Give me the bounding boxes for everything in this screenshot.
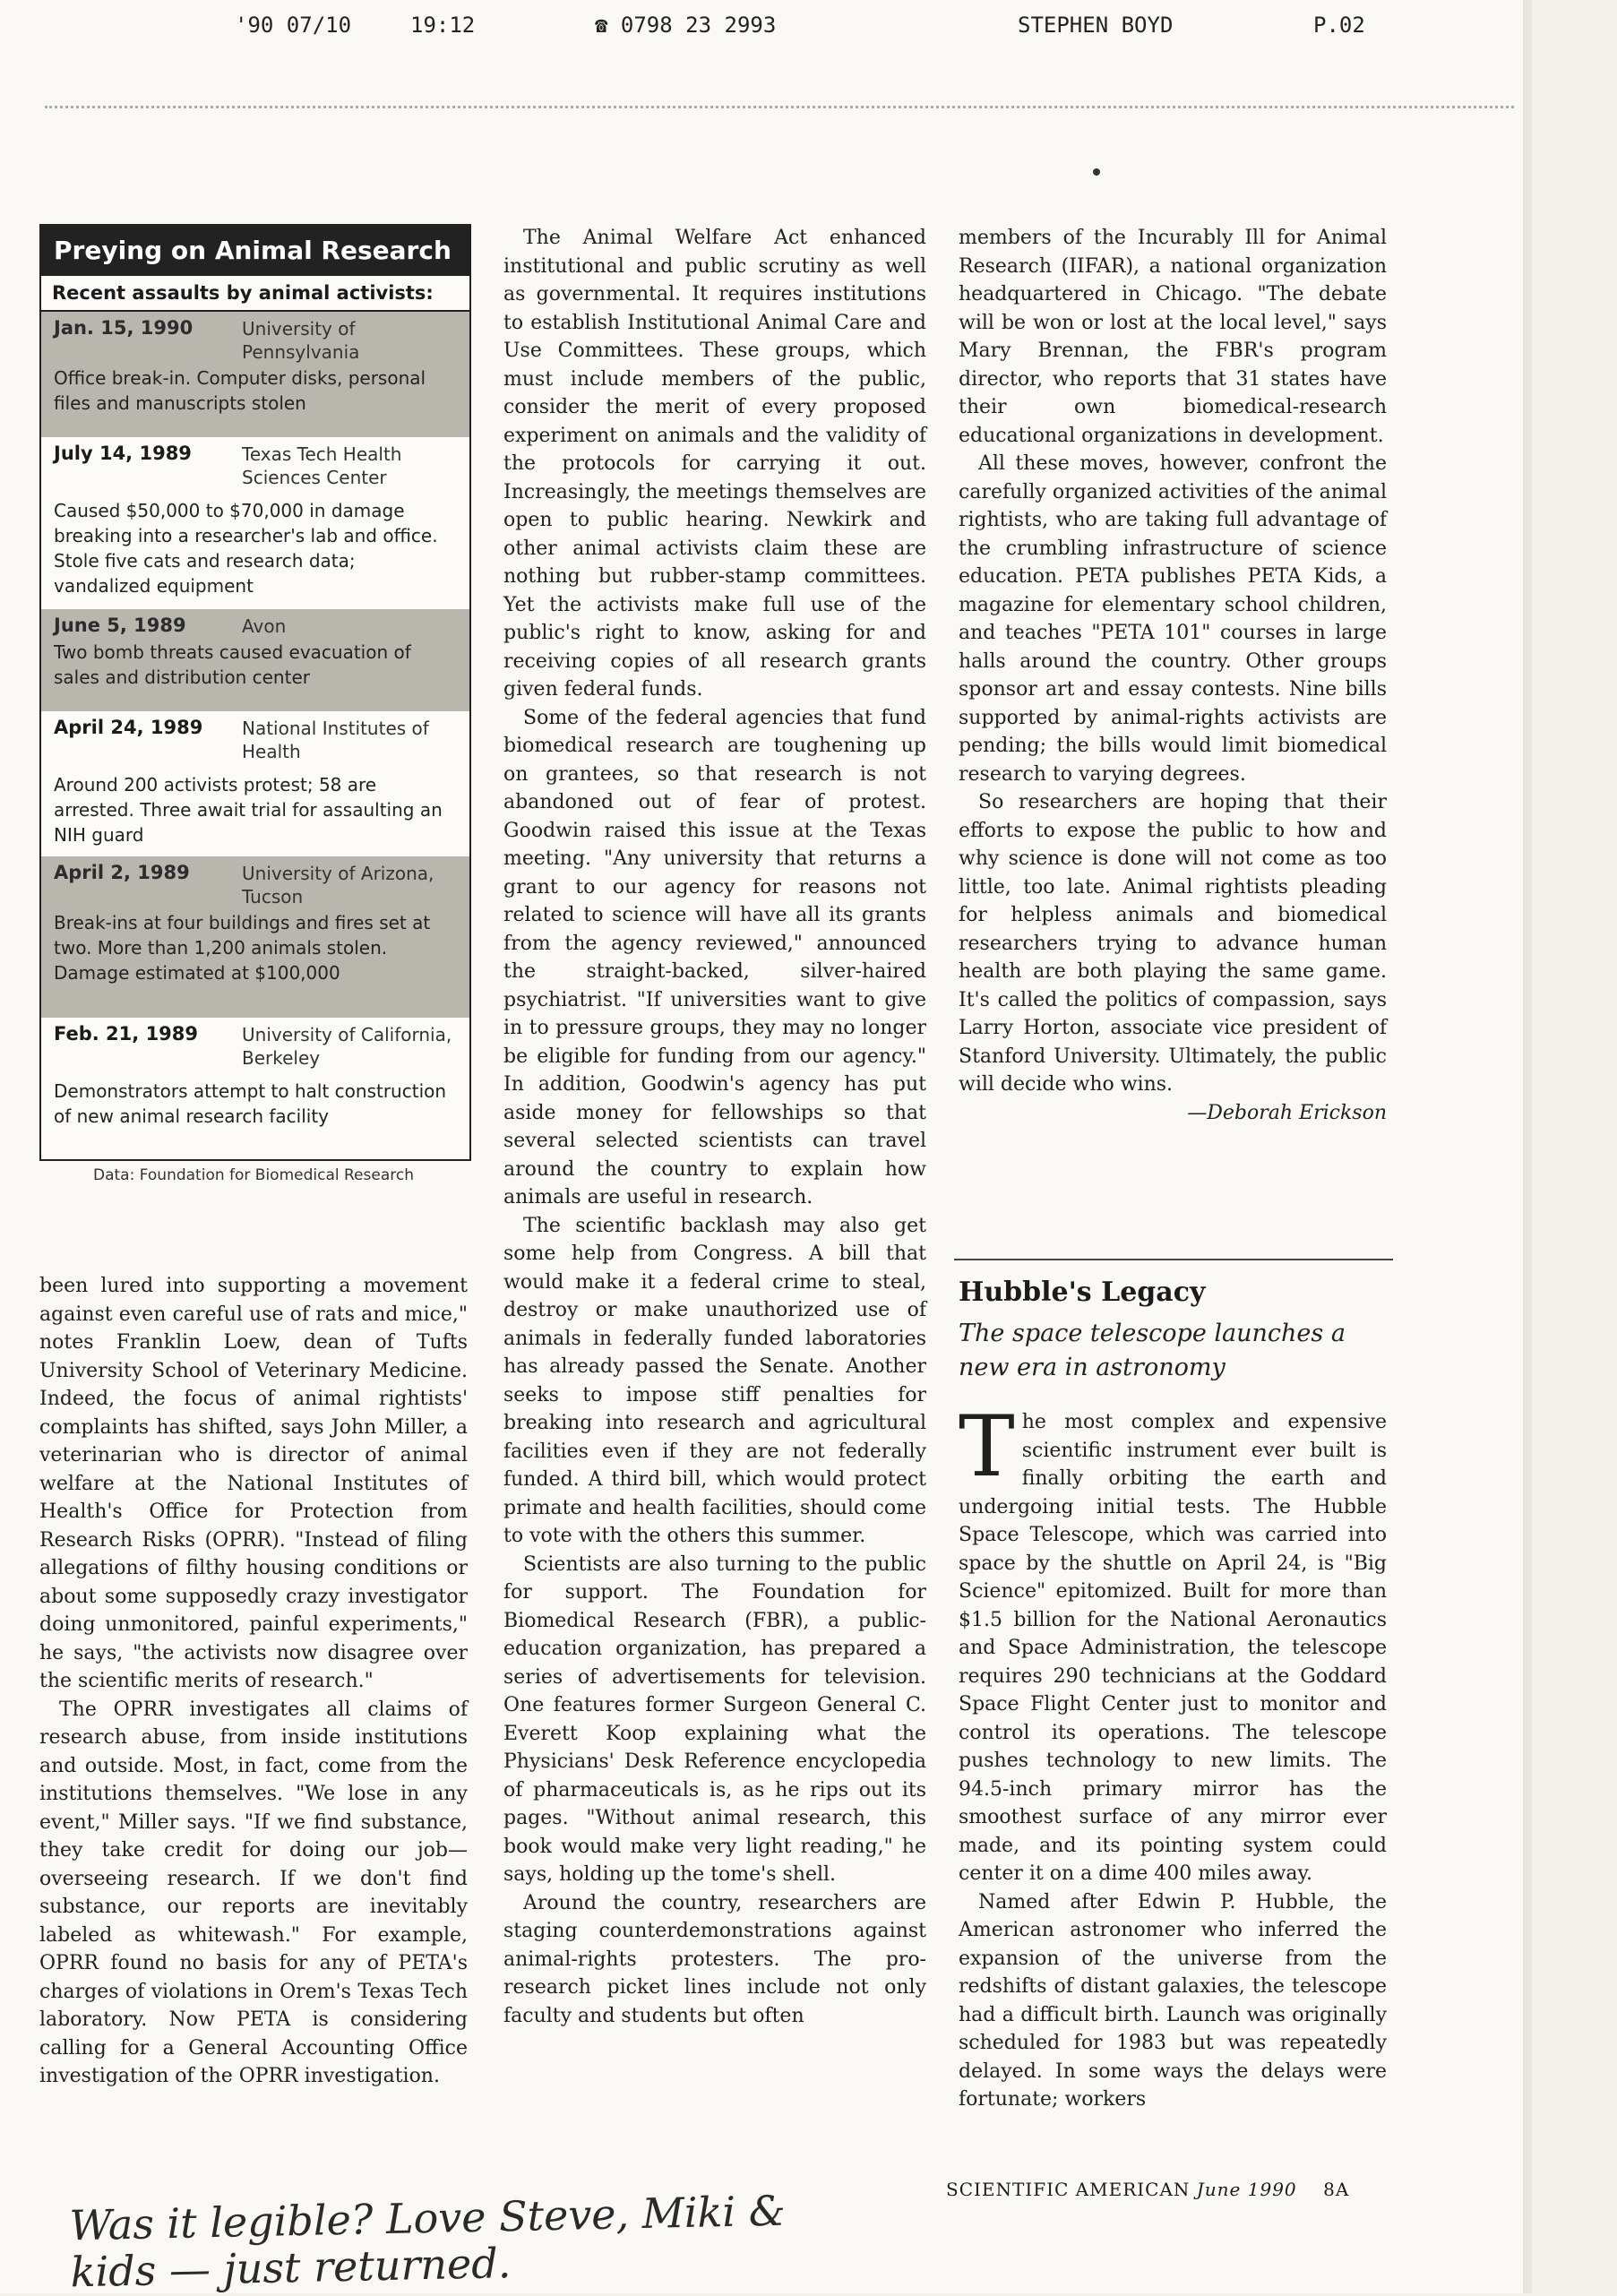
issue-date: June 1990 [1196, 2179, 1297, 2200]
paragraph-text: he most complex and expensive scientific instrument ever built is finally orbiting the earth and undergoing initial tests. The Hubble Space Telescope, which was carried into space by the shuttle on April 24, is "Big Science" epitomized. Built for more than $1.5 billion for the National Aeronautics and Space Administration, the telescope requires 290 technicians at the Goddard Space Flight Center just to monitor and control its operations. The telescope pushes technology to new limits. The 94.5-inch primary mirror has the smoothest surface of any mirror ever made, and its pointing system could center it on a dime 400 miles away. [959, 1411, 1387, 1885]
entry-description: Demonstrators attempt to halt construction of new animal research facility [54, 1080, 447, 1127]
entry-date: June 5, 1989 [54, 615, 186, 636]
entry-description: Caused $50,000 to $70,000 in damage breaking into a researcher's lab and office. Stole five cats and research data; vandalized equipment [54, 500, 438, 597]
sidebar-entry [41, 437, 469, 609]
paragraph [959, 1398, 1387, 1888]
drop-cap: T [959, 1398, 1015, 1496]
page-number: 8A [1323, 2179, 1350, 2200]
paragraph: members of the Incurably Ill for Animal Research (IIFAR), a national organization headquartered in Chicago. "The debate will be won or lost at the local level," says Mary Brennan, the FBR's program director, who reports that 31 states have their own biomedical-research educational organizations in development. [959, 227, 1387, 447]
entry-description: Office break-in. Computer disks, personal files and manuscripts stolen [54, 367, 426, 414]
entry-description: Around 200 activists protest; 58 are arrested. Three await trial for assaulting an NIH guard [54, 774, 443, 846]
entry-date: Jan. 15, 1990 [54, 317, 194, 339]
entry-place: University of California, Berkeley [242, 1024, 452, 1069]
entry-place: National Institutes of Health [242, 718, 429, 762]
entry-place: University of Arizona, Tucson [242, 863, 434, 907]
sidebar-title: Preying on Animal Research [41, 226, 469, 276]
sidebar-source: Data: Foundation for Biomedical Research [93, 1166, 414, 1184]
handwritten-line: kids — just returned. [70, 2239, 512, 2296]
paragraph: Scientists are also turning to the public for support. The Foundation for Biomedical Research (FBR), a public-education organization, has prepared a series of advertisements for television. One features former Surgeon General C. Everett Koop explaining what the Physicians' Desk Reference encyclopedia of pharmaceuticals is, as he rips out its pages. "Without animal research, this book would make very light reading," he says, holding up the tome's shell. [503, 1552, 926, 1886]
sidebar-box [39, 224, 471, 1161]
entry-place: Avon [242, 615, 287, 637]
article-column-1 [39, 1272, 468, 2091]
sidebar-entry [41, 1018, 469, 1136]
sidebar-entry [41, 711, 469, 856]
sidebar-entry [41, 856, 469, 1018]
paragraph: So researchers are hoping that their efforts to expose the public to how and why science is done will not come as too little, too late. Animal rightists pleading for helpless animals and biomedical researchers trying to advance human health are both playing the same game. It's called the politics of compassion, says Larry Horton, associate vice president of Stanford University. Ultimately, the public will decide who wins. [959, 791, 1387, 1096]
scan-noise-line [45, 106, 1514, 108]
byline: —Deborah Erickson [1187, 1101, 1387, 1124]
entry-place: Texas Tech Health Sciences Center [242, 443, 402, 488]
sidebar-subtitle: Recent assaults by animal activists: [41, 276, 469, 312]
paragraph: Around the country, researchers are staging counterdemonstrations against animal-rights protesters. The pro-research picket lines include not only faculty and students but often [503, 1891, 926, 2027]
publication-name: SCIENTIFIC AMERICAN [946, 2179, 1191, 2200]
hubble-headline: Hubble's Legacy [959, 1277, 1206, 1308]
handwritten-note [69, 2188, 787, 2296]
paragraph: The Animal Welfare Act enhanced institutional and public scrutiny as well as governmental. It requires institutions to establish Institutional Animal Care and Use Committees. These groups, which must include members of the public, consider the merit of every proposed experiment on animals and the validity of the protocols for carrying it out. Increasingly, the meetings themselves are open to public hearing. Newkirk and other animal activists claim these are nothing but rubber-stamp committees. Yet the activists make full use of the public's right to know, asking for and receiving copies of all research grants given federal funds. [503, 227, 926, 701]
article-column-2 [503, 224, 926, 2030]
paragraph: Some of the federal agencies that fund biomedical research are toughening up on grantees, so that research is not abandoned out of fear of protest. Goodwin raised this issue at the Texas meeting. "Any university that returns a grant to our agency for reasons not related to science will have all its grants from the agency reviewed," announced the straight-backed, silver-haired psychiatrist. "If universities want to give in to pressure groups, they may no longer be eligible for funding from our agency." In addition, Goodwin's agency has put aside money for fellowships so that several selected scientists can travel around the country to explain how animals are useful in research. [503, 706, 926, 1208]
entry-date: April 24, 1989 [54, 717, 203, 738]
handwritten-line: Was it legible? Love Steve, Miki & [68, 2186, 787, 2250]
fax-page-number: P.02 [1313, 13, 1365, 38]
entry-date: April 2, 1989 [54, 862, 190, 883]
fax-header [0, 0, 1523, 63]
sidebar-entry [41, 609, 469, 711]
entry-place: University of Pennsylvania [242, 318, 360, 363]
entry-date: July 14, 1989 [54, 443, 192, 464]
paragraph: The scientific backlash may also get some help from Congress. A bill that would make it a federal crime to steal, destroy or make unauthorized use of animals in federally funded laboratories has already passed the Senate. Another seeks to impose stiff penalties for breaking into research and agricultural facilities even if they are not federally funded. A third bill, which would protect primate and health facilities, should come to vote with the others this summer. [503, 1214, 926, 1547]
fax-date: '90 07/10 [235, 13, 352, 38]
entry-description: Break-ins at four buildings and fires set at two. More than 1,200 animals stolen. Damage estimated at $100,000 [54, 912, 431, 984]
fax-phone: ☎ 0798 23 2993 [595, 13, 777, 38]
paragraph: All these moves, however, confront the carefully organized activities of the animal rightists, who are taking full advantage of the crumbling infrastructure of science education. PETA publishes PETA Kids, a magazine for elementary school children, and teaches "PETA 101" courses in large halls around the country. Other groups sponsor art and essay contests. Nine bills supported by animal-rights activists are pending; the bills would limit biomedical research to varying degrees. [959, 452, 1387, 786]
paragraph: Named after Edwin P. Hubble, the American astronomer who inferred the expansion of the universe from the redshifts of distant galaxies, the telescope had a difficult birth. Launch was originally scheduled for 1983 but was repeatedly delayed. In some ways the delays were fortunate; workers [959, 1890, 1387, 2111]
fax-sender: STEPHEN BOYD [1018, 13, 1174, 38]
entry-description: Two bomb threats caused evacuation of sales and distribution center [54, 641, 411, 688]
entry-date: Feb. 21, 1989 [54, 1023, 199, 1045]
hubble-article [959, 1398, 1387, 2114]
paragraph: The OPRR investigates all claims of research abuse, from inside institutions and outside. Most, in fact, come from the institutions themselves. "We lose in any event," Miller says. "If we find substance, they take credit for doing our job—overseeing research. If we don't find substance, our reports are inevitably labeled as whitewash." For example, OPRR found no basis for any of PETA's charges of violations in Orem's Texas Tech laboratory. Now PETA is considering calling for a General Accounting Office investigation of the OPRR investigation. [39, 1698, 468, 2087]
hubble-deck: The space telescope launches a new era in astronomy [959, 1320, 1346, 1381]
sidebar-entry [41, 312, 469, 437]
section-divider [954, 1259, 1393, 1260]
scan-speck [1093, 168, 1100, 176]
article-column-3 [959, 224, 1387, 1127]
paragraph: been lured into supporting a movement against even careful use of rats and mice," notes Franklin Loew, dean of Tufts University School of Veterinary Medicine. Indeed, the focus of animal rightists' complaints has shifted, says John Miller, a veterinarian who is director of animal welfare at the National Institutes of Health's Office for Protection from Research Risks (OPRR). "Instead of filing allegations of filthy housing conditions or about some supposedly crazy investigator doing unmonitored, painful experiments," he says, "the activists now disagree over the scientific merits of research." [39, 1275, 468, 1692]
fax-time: 19:12 [410, 13, 476, 38]
page-footer [946, 2179, 1349, 2200]
